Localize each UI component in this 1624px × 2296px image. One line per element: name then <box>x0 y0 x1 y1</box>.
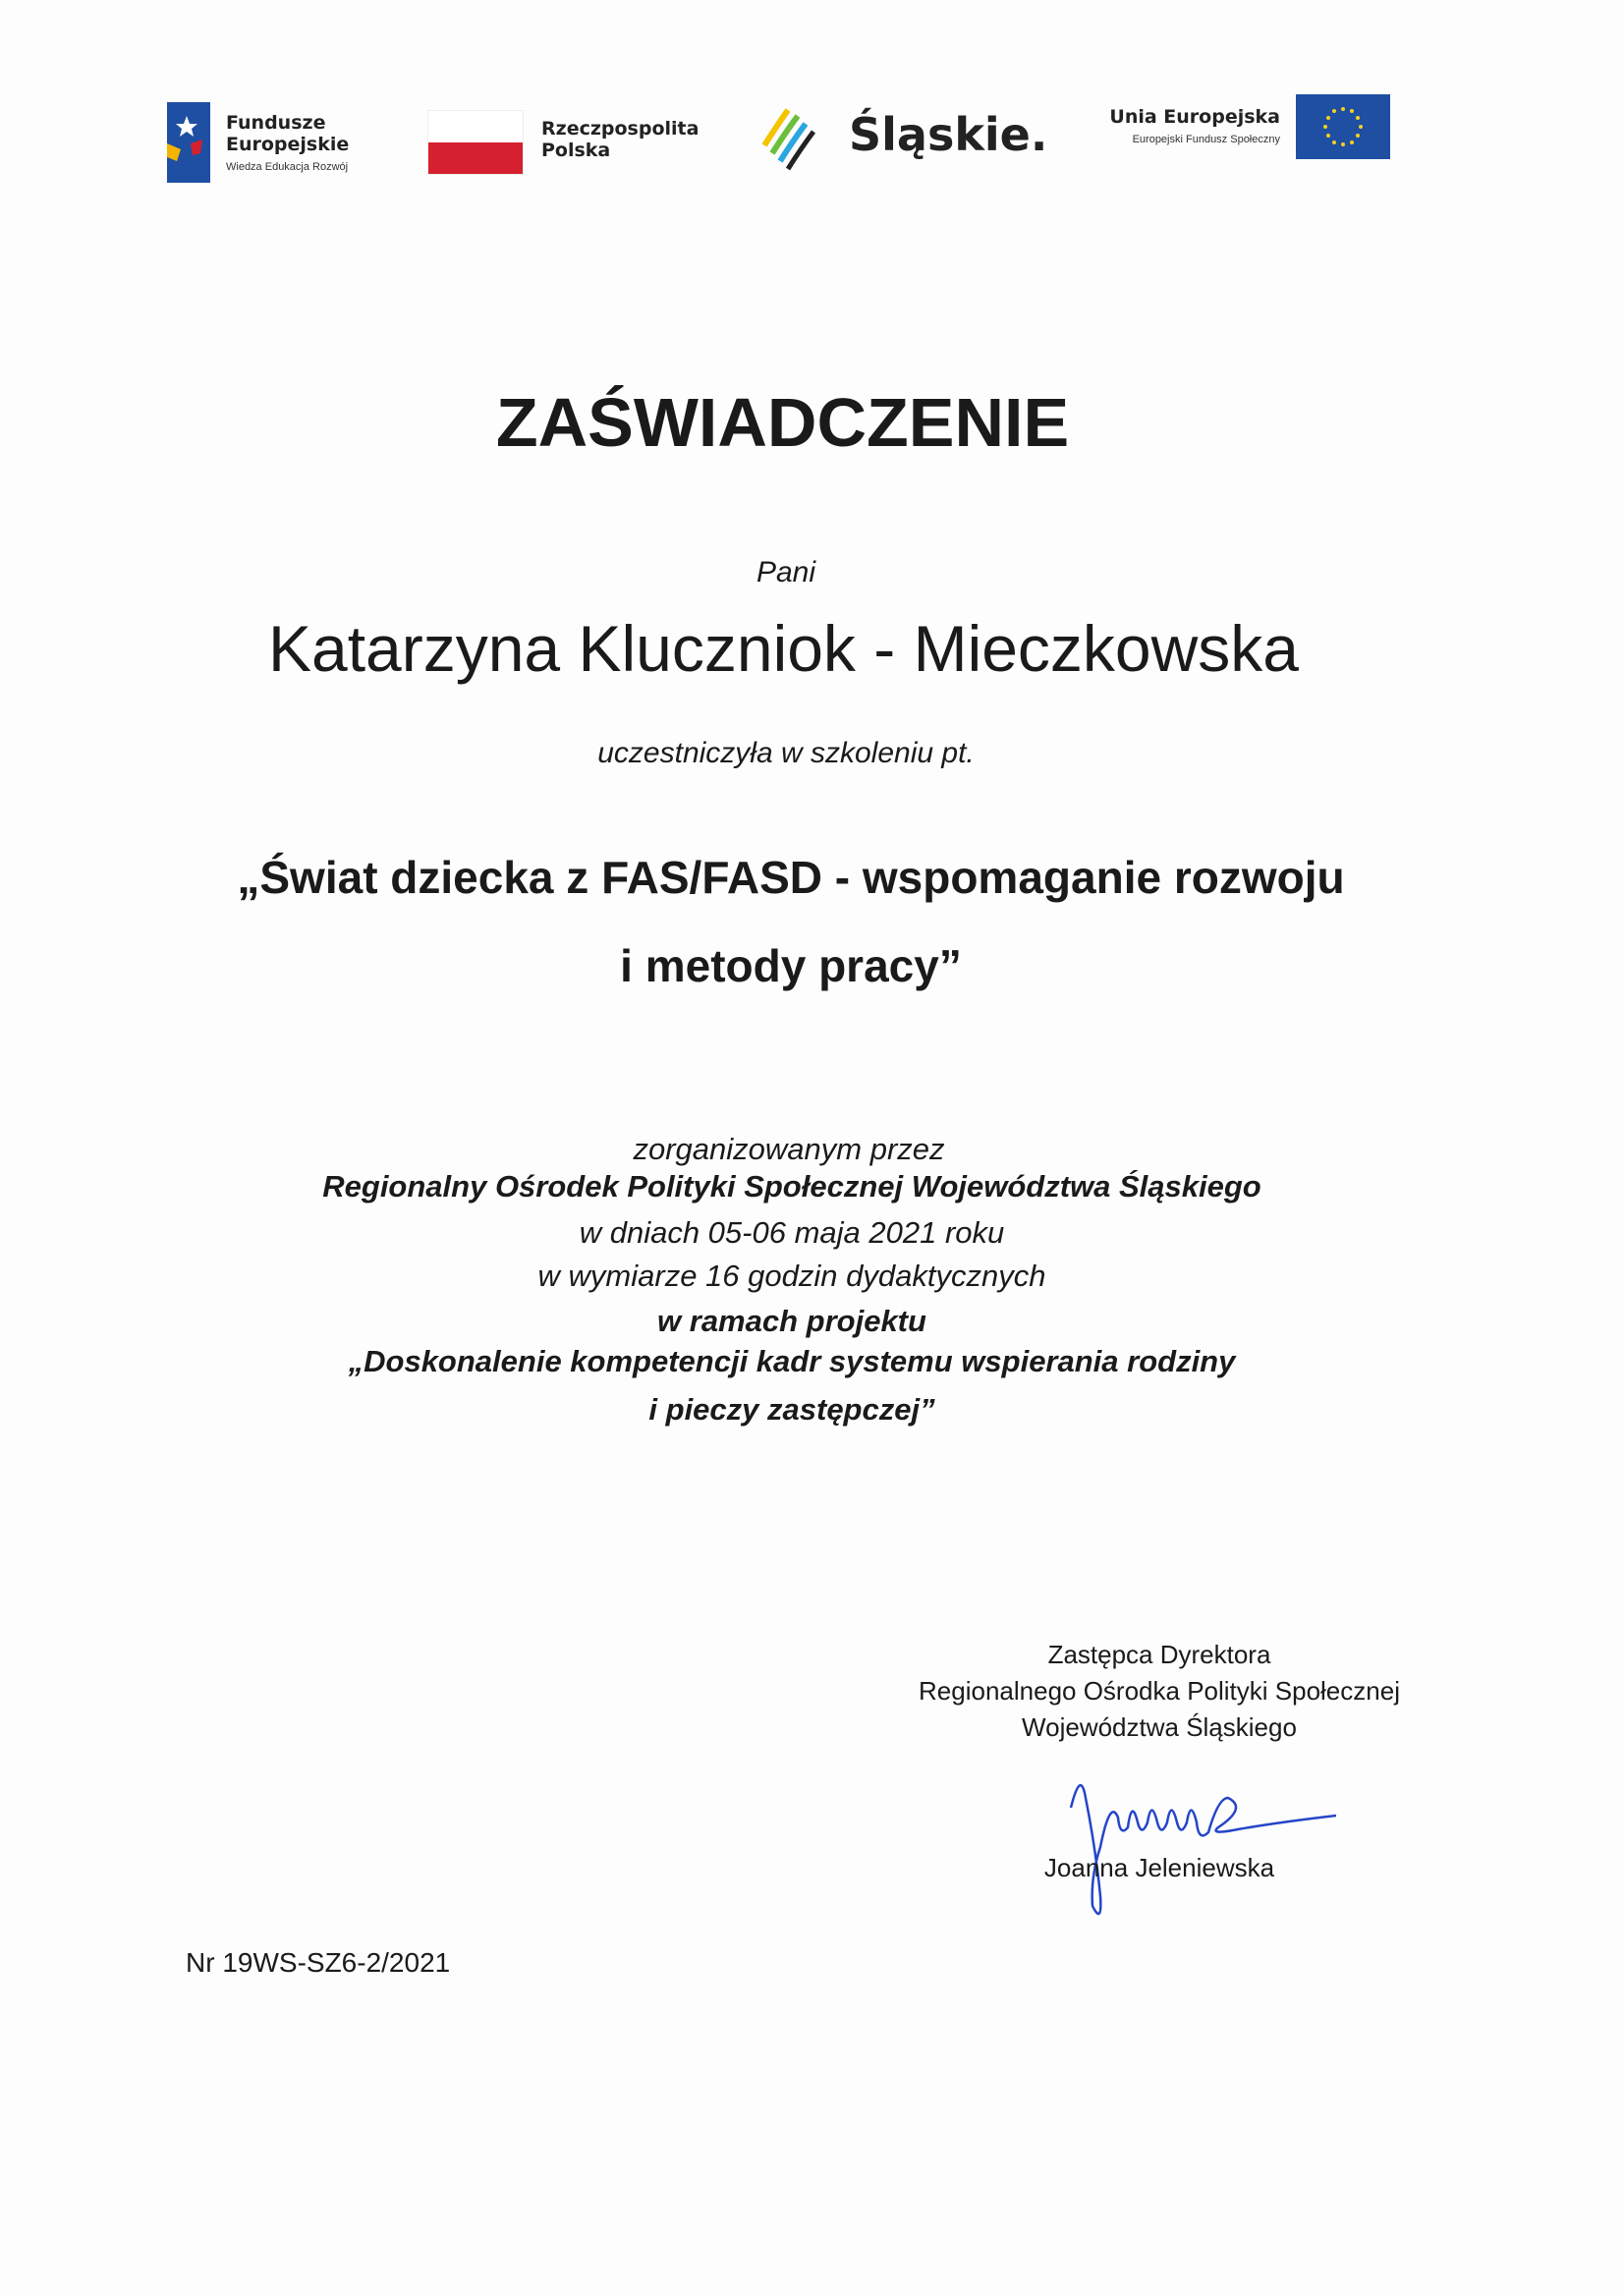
slaskie-logo: Śląskie. <box>758 104 1034 173</box>
fe-emblem-icon <box>167 102 210 183</box>
project-title-line2: i pieczy zastępczej” <box>648 1392 935 1427</box>
course-title-line1: „Świat dziecka z FAS/FASD - wspomaganie rozwoju <box>237 852 1345 903</box>
project-label: w ramach projektu <box>657 1304 926 1338</box>
rzeczpospolita-polska-logo: Rzeczpospolita Polska <box>427 110 722 179</box>
organizer: Regionalny Ośrodek Polityki Społecznej Województwa Śląskiego <box>322 1169 1261 1204</box>
signatory-institution-line2: Województwa Śląskiego <box>1022 1712 1297 1742</box>
certificate-number: Nr 19WS-SZ6-2/2021 <box>186 1947 451 1978</box>
signatory-role: Zastępca Dyrektora <box>1047 1640 1271 1669</box>
organized-by-label: zorganizowanym przez <box>633 1132 945 1166</box>
salutation: Pani <box>756 556 816 588</box>
training-hours: w wymiarze 16 godzin dydaktycznych <box>537 1259 1046 1293</box>
participation-text: uczestniczyła w szkoleniu pt. <box>597 737 975 769</box>
training-dates: w dniach 05-06 maja 2021 roku <box>579 1215 1005 1250</box>
signature-block <box>884 1637 1434 1746</box>
handwritten-signature <box>1041 1759 1336 1935</box>
eu-flag-icon <box>1296 94 1390 159</box>
project-title-line1: „Doskonalenie kompetencji kadr systemu wspierania rodziny <box>348 1344 1236 1378</box>
polish-flag-icon <box>427 110 524 175</box>
unia-europejska-logo: Unia Europejska Europejski Fundusz Społeczny <box>1071 94 1390 163</box>
slaskie-waves-icon <box>758 104 827 173</box>
signatory-institution-line1: Regionalnego Ośrodka Polityki Społecznej <box>919 1676 1400 1706</box>
certificate-title: ZAŚWIADCZENIE <box>495 384 1070 461</box>
course-title-line2: i metody pracy” <box>620 940 962 991</box>
signatory-name: Joanna Jeleniewska <box>1043 1853 1275 1882</box>
fundusze-europejskie-logo: Fundusze Europejskie Wiedza Edukacja Rozwój <box>167 102 413 185</box>
recipient-name: Katarzyna Kluczniok - Mieczkowska <box>267 612 1300 685</box>
